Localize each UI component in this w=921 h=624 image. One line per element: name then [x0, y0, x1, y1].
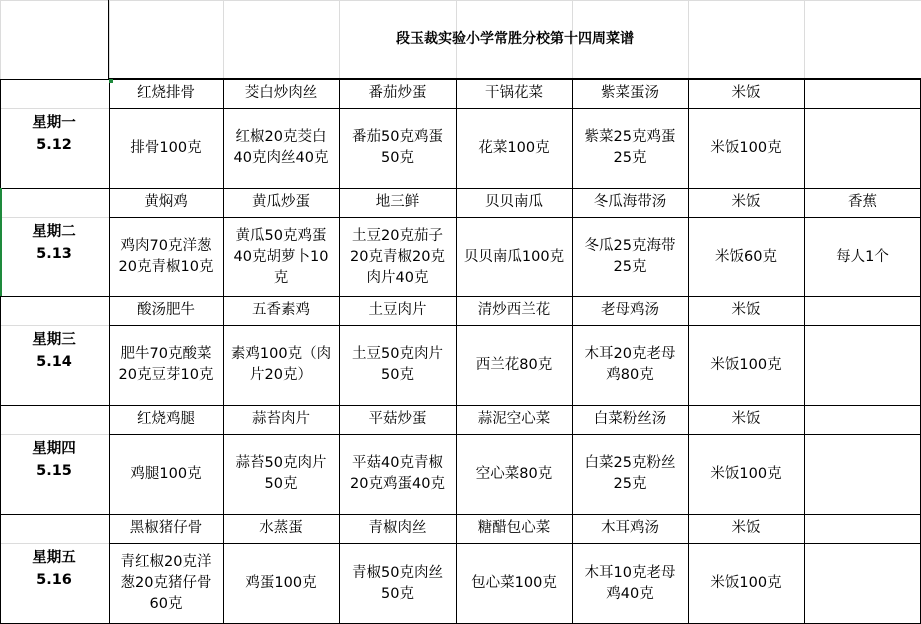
ingredient-cell[interactable]: 空心菜80克: [475, 465, 553, 482]
border-vertical: [456, 188, 457, 297]
border-horizontal: [0, 188, 921, 189]
ingredient-cell[interactable]: 红椒20克茭白 40克肉丝40克: [233, 129, 329, 166]
ingredient-cell[interactable]: 鸡腿100克: [130, 465, 202, 482]
dish-name-cell[interactable]: 木耳鸡汤: [601, 520, 659, 536]
dish-name-cell[interactable]: 干锅花菜: [485, 85, 543, 101]
ingredient-cell[interactable]: 黄瓜50克鸡蛋 40克胡萝卜10 克: [233, 227, 329, 286]
dish-name-cell[interactable]: 黄焖鸡: [144, 194, 188, 210]
ingredient-cell[interactable]: 平菇40克青椒 20克鸡蛋40克: [350, 455, 445, 492]
ingredient-cell[interactable]: 肥牛70克酸菜 20克豆芽10克: [118, 346, 214, 383]
dish-name-cell[interactable]: 蒜苔肉片: [252, 411, 310, 427]
dish-name-cell[interactable]: 糖醋包心菜: [477, 520, 551, 536]
ingredient-cell[interactable]: 鸡蛋100克: [245, 575, 317, 591]
border-vertical: [109, 188, 110, 297]
dish-name-cell[interactable]: 老母鸡汤: [601, 302, 659, 318]
ingredient-cell[interactable]: 土豆20克茄子 20克青椒20克 肉片40克: [350, 227, 445, 286]
dish-name-cell[interactable]: [804, 514, 921, 543]
dish-name-cell[interactable]: [804, 296, 921, 325]
border-horizontal: [109, 434, 921, 435]
border-vertical: [572, 405, 573, 514]
border-vertical: [456, 405, 457, 514]
ingredient-cell[interactable]: 米饭100克: [710, 465, 782, 482]
ingredient-cell[interactable]: 米饭100克: [710, 356, 782, 373]
dish-name-cell[interactable]: 米饭: [731, 520, 761, 536]
border-vertical: [688, 188, 689, 297]
border-vertical: [109, 79, 110, 188]
ingredient-cell[interactable]: [804, 543, 921, 624]
border-vertical: [339, 514, 340, 624]
border-vertical: [688, 514, 689, 624]
border-horizontal: [0, 514, 921, 515]
ingredient-cell[interactable]: 冬瓜25克海带 25克: [584, 238, 676, 275]
ingredient-cell[interactable]: 每人1个: [836, 248, 889, 265]
dish-name-cell[interactable]: [804, 79, 921, 108]
day-name: 星期三: [32, 331, 76, 348]
border-horizontal: [0, 405, 921, 406]
row-selection-marker: [0, 188, 2, 296]
border-vertical: [339, 188, 340, 297]
dish-name-cell[interactable]: 蒜泥空心菜: [477, 411, 551, 427]
day-name: 星期四: [32, 440, 76, 457]
border-horizontal: [0, 79, 921, 80]
border-vertical: [804, 514, 805, 624]
dish-name-cell[interactable]: 五香素鸡: [252, 302, 310, 318]
dish-name-cell[interactable]: [804, 405, 921, 434]
day-name: 星期一: [32, 114, 76, 131]
day-cell[interactable]: [0, 514, 108, 624]
ingredient-cell[interactable]: [804, 108, 921, 188]
day-cell[interactable]: [0, 296, 108, 405]
dish-name-cell[interactable]: 青椒肉丝: [368, 520, 427, 536]
border-vertical: [109, 514, 110, 624]
dish-name-cell[interactable]: 酸汤肥牛: [137, 302, 195, 318]
border-vertical: [456, 79, 457, 188]
dish-name-cell[interactable]: 红烧鸡腿: [137, 411, 195, 427]
ingredient-cell[interactable]: 木耳10克老母 鸡40克: [584, 564, 676, 602]
border-vertical: [223, 296, 224, 405]
border-vertical: [572, 514, 573, 624]
dish-name-cell[interactable]: 紫菜蛋汤: [601, 85, 659, 101]
day-date: 5.15: [36, 462, 72, 479]
border-vertical: [572, 79, 573, 188]
ingredient-cell[interactable]: 青红椒20克洋 葱20克猪仔骨 60克: [120, 554, 212, 612]
cell-corner-marker: [109, 79, 113, 83]
dish-name-cell[interactable]: 茭白炒肉丝: [244, 85, 318, 101]
border-horizontal: [0, 296, 921, 297]
border-vertical: [223, 188, 224, 297]
border-vertical: [688, 296, 689, 405]
border-vertical: [108, 0, 109, 79]
ingredient-cell[interactable]: 米饭100克: [710, 575, 782, 591]
border-vertical: [223, 405, 224, 514]
day-date: 5.13: [36, 245, 72, 262]
border-vertical: [688, 405, 689, 514]
ingredient-cell[interactable]: 白菜25克粉丝 25克: [584, 455, 676, 492]
day-name: 星期二: [32, 223, 76, 240]
dish-name-cell[interactable]: 香蕉: [848, 194, 877, 210]
border-vertical: [804, 405, 805, 514]
dish-name-cell[interactable]: 土豆肉片: [368, 302, 427, 318]
ingredient-cell[interactable]: 米饭60克: [715, 248, 777, 265]
dish-name-cell[interactable]: 贝贝南瓜: [485, 194, 543, 210]
dish-name-cell[interactable]: 番茄炒蛋: [368, 85, 427, 101]
ingredient-cell[interactable]: 土豆50克肉片 50克: [352, 346, 443, 383]
border-vertical: [0, 79, 1, 624]
border-vertical: [109, 296, 110, 405]
dish-name-cell[interactable]: 平菇炒蛋: [368, 411, 427, 427]
menu-title[interactable]: 段玉裁实验小学常胜分校第十四周菜谱: [396, 31, 634, 47]
dish-name-cell[interactable]: 黄瓜炒蛋: [252, 194, 310, 210]
border-vertical: [804, 296, 805, 405]
border-vertical: [109, 405, 110, 514]
border-vertical: [572, 188, 573, 297]
border-horizontal: [109, 543, 921, 544]
ingredient-cell[interactable]: 蒜苔50克肉片 50克: [235, 455, 327, 492]
ingredient-cell[interactable]: [804, 434, 921, 514]
ingredient-cell[interactable]: 鸡肉70克洋葱 20克青椒10克: [118, 238, 214, 275]
dish-name-cell[interactable]: 冬瓜海带汤: [593, 194, 667, 210]
border-vertical: [804, 79, 805, 188]
day-date: 5.12: [36, 136, 72, 153]
day-cell[interactable]: [0, 79, 108, 188]
ingredient-cell[interactable]: 番茄50克鸡蛋 50克: [352, 129, 443, 166]
ingredient-cell[interactable]: 排骨100克: [130, 139, 202, 156]
ingredient-cell[interactable]: 青椒50克肉丝 50克: [352, 564, 443, 602]
day-cell[interactable]: [0, 405, 108, 514]
border-vertical: [688, 79, 689, 188]
dish-name-cell[interactable]: 红烧排骨: [137, 85, 195, 101]
border-vertical: [804, 188, 805, 297]
day-name: 星期五: [32, 550, 76, 566]
border-horizontal: [109, 325, 921, 326]
ingredient-cell[interactable]: 紫菜25克鸡蛋 25克: [584, 129, 676, 166]
border-vertical: [339, 405, 340, 514]
border-vertical: [456, 296, 457, 405]
border-vertical: [339, 79, 340, 188]
border-vertical: [339, 296, 340, 405]
ingredient-cell[interactable]: 花菜100克: [478, 139, 550, 156]
border-vertical: [223, 79, 224, 188]
dish-name-cell[interactable]: 地三鲜: [375, 194, 420, 210]
day-date: 5.16: [36, 572, 72, 588]
ingredient-cell[interactable]: 素鸡100克（肉 片20克）: [230, 346, 332, 383]
ingredient-cell[interactable]: 贝贝南瓜100克: [463, 248, 565, 265]
dish-name-cell[interactable]: 清炒西兰花: [477, 302, 551, 318]
ingredient-cell[interactable]: 西兰花80克: [475, 356, 553, 373]
dish-name-cell[interactable]: 米饭: [731, 302, 761, 318]
ingredient-cell[interactable]: 木耳20克老母 鸡80克: [584, 346, 676, 383]
border-horizontal: [109, 217, 921, 218]
border-horizontal: [109, 108, 921, 109]
border-vertical: [572, 296, 573, 405]
dish-name-cell[interactable]: 米饭: [731, 85, 761, 101]
ingredient-cell[interactable]: [804, 325, 921, 405]
border-vertical: [223, 514, 224, 624]
dish-name-cell[interactable]: 白菜粉丝汤: [593, 411, 667, 427]
ingredient-cell[interactable]: 米饭100克: [710, 139, 782, 156]
dish-name-cell[interactable]: 米饭: [731, 411, 761, 427]
dish-name-cell[interactable]: 黑椒猪仔骨: [129, 520, 203, 536]
dish-name-cell[interactable]: 米饭: [731, 194, 761, 210]
day-cell[interactable]: [0, 188, 108, 297]
dish-name-cell[interactable]: 水蒸蛋: [259, 520, 303, 536]
day-date: 5.14: [36, 353, 72, 370]
border-vertical: [456, 514, 457, 624]
ingredient-cell[interactable]: 包心菜100克: [471, 575, 557, 591]
